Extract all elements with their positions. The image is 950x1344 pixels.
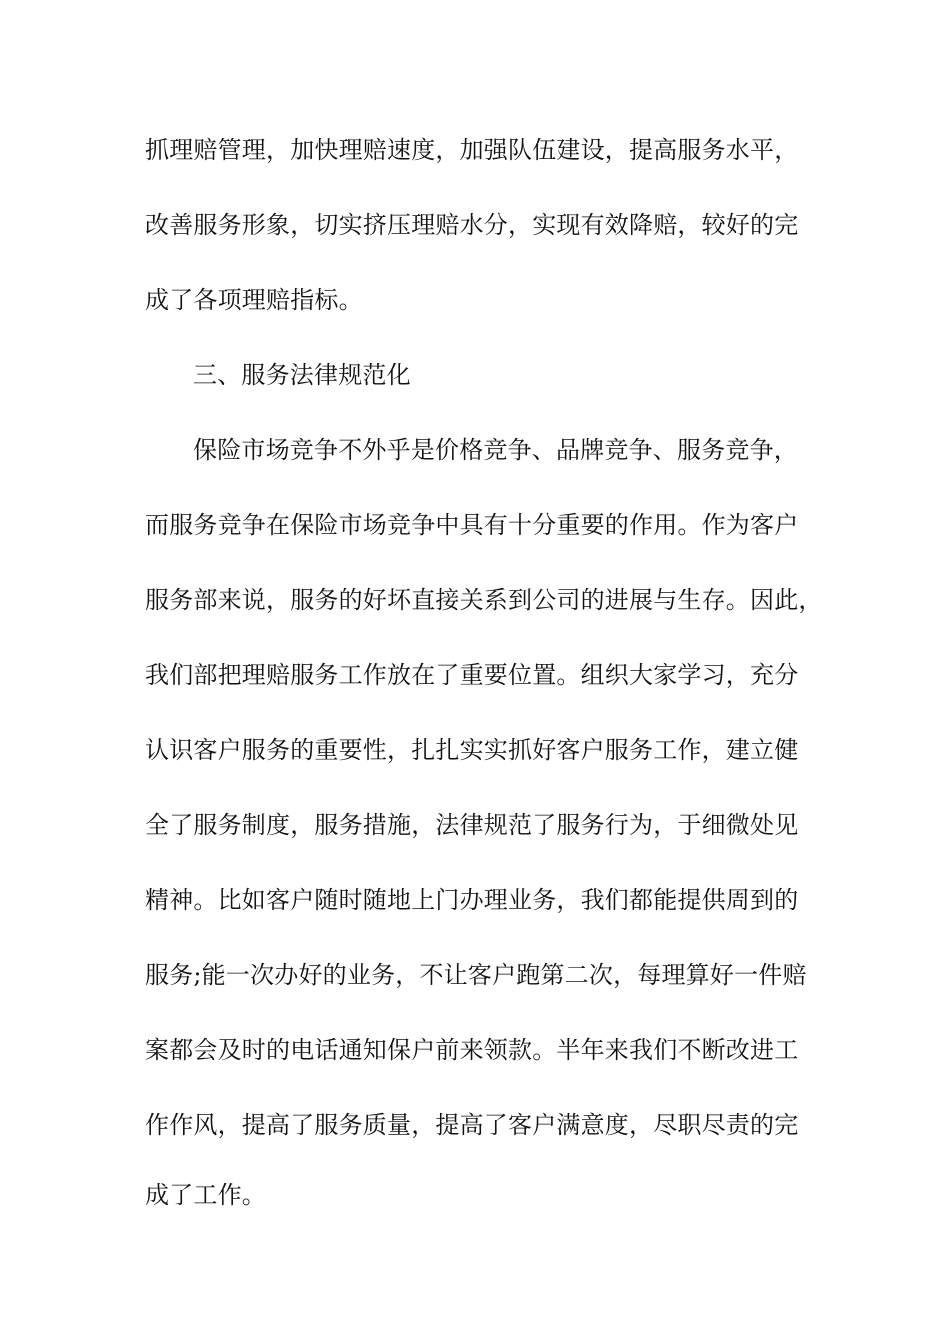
paragraph-line: 作作风，提高了服务质量，提高了客户满意度，尽职尽责的完	[145, 1111, 799, 1139]
paragraph-line: 认识客户服务的重要性，扎扎实实抓好客户服务工作，建立健	[145, 736, 799, 764]
paragraph-line: 服务;能一次办好的业务，不让客户跑第二次，每理算好一件赔	[145, 961, 807, 989]
paragraph-line: 案都会及时的电话通知保户前来领款。半年来我们不断改进工	[145, 1036, 799, 1064]
paragraph-line: 全了服务制度，服务措施，法律规范了服务行为，于细微处见	[145, 811, 799, 839]
paragraph-line: 服务部来说，服务的好坏直接关系到公司的进展与生存。因此，	[145, 586, 823, 614]
paragraph-line: 精神。比如客户随时随地上门办理业务，我们都能提供周到的	[145, 886, 799, 914]
paragraph-line: 保险市场竞争不外乎是价格竞争、品牌竞争、服务竞争，	[193, 436, 798, 464]
paragraph-line: 成了工作。	[145, 1181, 266, 1209]
section-heading: 三、服务法律规范化	[193, 361, 411, 389]
paragraph-line: 而服务竞争在保险市场竞争中具有十分重要的作用。作为客户	[145, 511, 799, 539]
paragraph-line: 抓理赔管理，加快理赔速度，加强队伍建设，提高服务水平，	[145, 136, 799, 164]
paragraph-line: 改善服务形象，切实挤压理赔水分，实现有效降赔，较好的完	[145, 211, 799, 239]
paragraph-line: 成了各项理赔指标。	[145, 286, 363, 314]
paragraph-line: 我们部把理赔服务工作放在了重要位置。组织大家学习，充分	[145, 661, 799, 689]
